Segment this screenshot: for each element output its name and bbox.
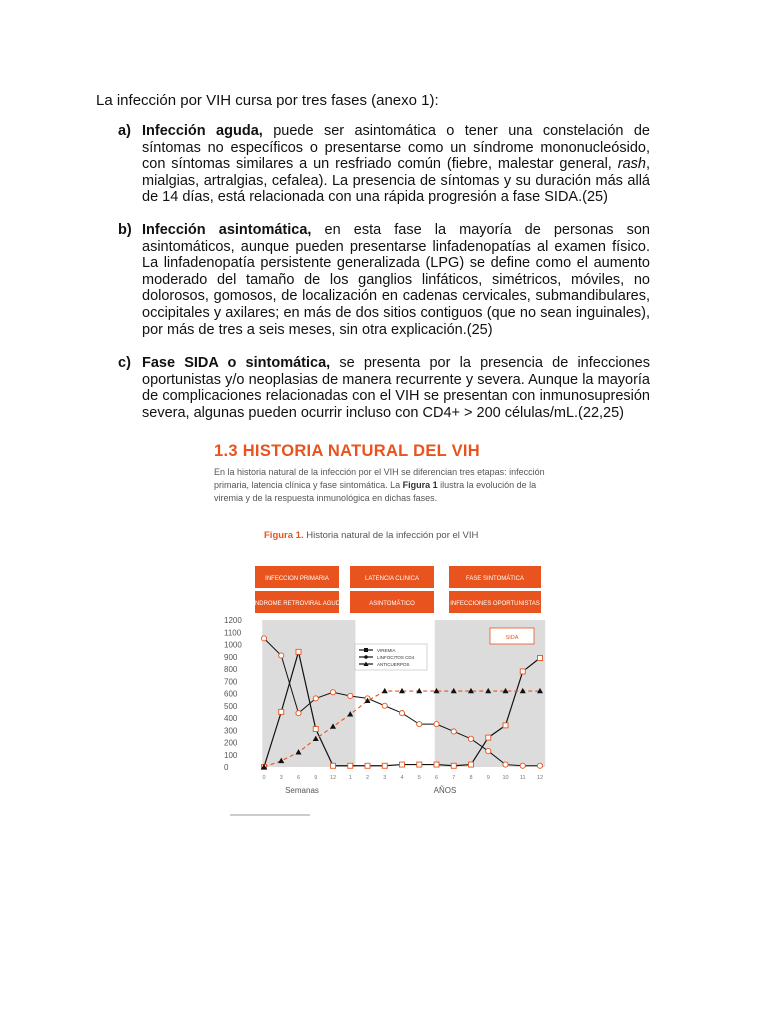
- y-tick-label: 1100: [224, 628, 242, 638]
- cd4-point: [503, 762, 508, 767]
- x-tick-label: 10: [502, 775, 509, 781]
- phase-box-bottom-label: INFECCIONES OPORTUNISTAS: [450, 601, 540, 607]
- phase-box-top-label: INFECCION PRIMARIA: [265, 576, 329, 582]
- viremia-point: [313, 727, 318, 732]
- x-axis-label-semanas: Semanas: [285, 786, 319, 795]
- section-title: 1.3 HISTORIA NATURAL DEL VIH: [214, 442, 481, 460]
- viremia-point: [417, 762, 422, 767]
- section-text-figure-ref: Figura 1: [402, 480, 438, 490]
- item-text-italic: rash: [617, 156, 646, 173]
- hiv-natural-history-chart: [222, 560, 552, 800]
- x-tick-label: 4: [400, 775, 404, 781]
- cd4-point: [296, 711, 301, 716]
- item-marker: b): [118, 222, 132, 238]
- x-tick-label: 3: [279, 775, 283, 781]
- legend-label: VIREMIA: [377, 648, 396, 653]
- x-axis-label-anos: AÑOS: [433, 786, 457, 795]
- item-text: en esta fase la mayoría de personas son asintomáticos, aunque pueden presentarse linfadenopatías al examen físico. La linfadenopatía persistente generalizada (LPG) se define como el aumento moderado del tamaño de los ganglios linfáticos, simétricos, móviles, no dolorosos, gomosos, de localización en cadenas cervicales, submandibulares, occipitales y axilares; en más de dos sitios contiguos (que no sean inguinales), por más de tres a seis meses, sin otra explicación.(25): [142, 222, 650, 338]
- cd4-point: [537, 763, 542, 768]
- figure-caption: [264, 530, 478, 541]
- legend-label: ANTICUERPOS: [377, 662, 410, 667]
- item-text: puede ser asintomática o tener una constelación de síntomas no específicos o presentarse como un síndrome mononucleósido, con síntomas similares a un resfriado común (fiebre, malestar general,: [142, 123, 650, 173]
- cd4-point: [399, 711, 404, 716]
- cd4-point: [348, 693, 353, 698]
- intro-text: La infección por VIH cursa por tres fases (anexo 1):: [96, 92, 439, 109]
- figure-label: Figura 1.: [264, 530, 304, 541]
- viremia-point: [382, 763, 387, 768]
- anticuerpos-point: [382, 688, 388, 693]
- item-title: Fase SIDA o sintomática,: [142, 355, 331, 371]
- x-tick-label: 12: [536, 775, 544, 781]
- phase-item-c: [118, 355, 650, 421]
- y-tick-label: 600: [224, 689, 238, 699]
- viremia-point: [538, 655, 543, 660]
- viremia-point: [279, 709, 284, 714]
- cd4-point: [468, 736, 473, 741]
- viremia-point: [451, 763, 456, 768]
- phase-box-top-label: LATENCIA CLINICA: [365, 576, 419, 582]
- item-title: Infección aguda,: [142, 123, 263, 139]
- y-tick-label: 0: [224, 763, 229, 772]
- item-marker: c): [118, 355, 131, 371]
- x-tick-label: 11: [519, 775, 526, 781]
- cd4-point: [313, 696, 318, 701]
- legend-label: LINFOCITOS CD4: [377, 655, 415, 660]
- viremia-point: [365, 763, 370, 768]
- figure-source-note: [230, 814, 310, 816]
- x-tick-label: 9: [486, 775, 490, 781]
- cd4-point: [434, 722, 439, 727]
- cd4-point: [382, 703, 387, 708]
- legend-marker-circle: [364, 655, 368, 659]
- y-tick-label: 500: [224, 701, 238, 711]
- y-tick-label: 100: [224, 750, 238, 760]
- x-tick-label: 6: [434, 775, 439, 781]
- viremia-point: [296, 649, 301, 654]
- phase-box-bottom-label: SINDROME RETROVIRAL AGUDO: [249, 601, 345, 607]
- viremia-point: [520, 669, 525, 674]
- item-marker: a): [118, 123, 131, 139]
- cd4-point: [261, 636, 266, 641]
- x-tick-label: 12: [329, 775, 337, 781]
- viremia-point: [400, 762, 405, 767]
- item-title: Infección asintomática,: [142, 222, 312, 238]
- cd4-point: [520, 763, 525, 768]
- x-tick-label: 6: [296, 775, 301, 781]
- y-tick-label: 700: [224, 677, 238, 687]
- x-tick-label: 8: [469, 775, 473, 781]
- y-tick-label: 1000: [224, 640, 242, 650]
- cd4-point: [279, 653, 284, 658]
- x-tick-label: 7: [452, 775, 456, 781]
- viremia-point: [331, 763, 336, 768]
- cd4-point: [330, 690, 335, 695]
- cd4-point: [486, 748, 491, 753]
- y-tick-label: 200: [224, 738, 238, 748]
- item-paragraph: [142, 123, 650, 206]
- item-text: se presenta por la presencia de infecciones oportunistas y/o neoplasias de manera recurrente y severa. Aunque la mayoría de complicaciones relacionadas con el VIH se presentan con inmunosupresión severa, algunas pueden ocurrir incluso con CD4+ > 200 células/mL.(22,25): [142, 355, 650, 421]
- x-tick-label: 5: [417, 775, 421, 781]
- x-tick-label: 1: [348, 775, 352, 781]
- y-tick-label: 300: [224, 726, 238, 736]
- phase-item-a: [118, 123, 650, 206]
- sida-annotation-label: SIDA: [505, 635, 519, 641]
- section-text-part: ilustra la evolución de la viremia y de la respuesta inmunológica en dichas fases.: [214, 480, 537, 503]
- x-tick-label: 0: [262, 775, 266, 781]
- viremia-point: [469, 762, 474, 767]
- legend-marker-square: [364, 648, 368, 652]
- viremia-point: [503, 723, 508, 728]
- phase-item-b: [118, 222, 650, 338]
- section-text-part: En la historia natural de la infección por el VIH se diferencian tres etapas: infección primaria, latencia clínica y fase sintomática. La: [214, 467, 545, 490]
- item-text: , mialgias, artralgias, cefalea). La presencia de síntomas y su duración más allá de 14 días, está relacionada con una rápida progresión a fase SIDA.(25): [142, 156, 650, 206]
- viremia-point: [348, 763, 353, 768]
- y-tick-label: 900: [224, 652, 238, 662]
- cd4-point: [417, 722, 422, 727]
- viremia-point: [486, 735, 491, 740]
- phase-box-top-label: FASE SINTOMÁTICA: [466, 576, 524, 582]
- x-tick-label: 2: [365, 775, 370, 781]
- phase-box-bottom-label: ASINTOMÁTICO: [369, 601, 415, 607]
- x-tick-label: 3: [383, 775, 387, 781]
- y-tick-label: 800: [224, 665, 238, 674]
- phase-shading: [262, 620, 355, 767]
- viremia-point: [434, 762, 439, 767]
- section-text: [214, 466, 564, 505]
- y-tick-label: 1200: [224, 616, 242, 625]
- y-tick-label: 400: [224, 714, 238, 723]
- item-paragraph: [142, 355, 650, 421]
- item-paragraph: [142, 222, 650, 338]
- cd4-point: [451, 729, 456, 734]
- figure-caption-text: Historia natural de la infección por el VIH: [303, 530, 479, 541]
- x-tick-label: 9: [314, 775, 318, 781]
